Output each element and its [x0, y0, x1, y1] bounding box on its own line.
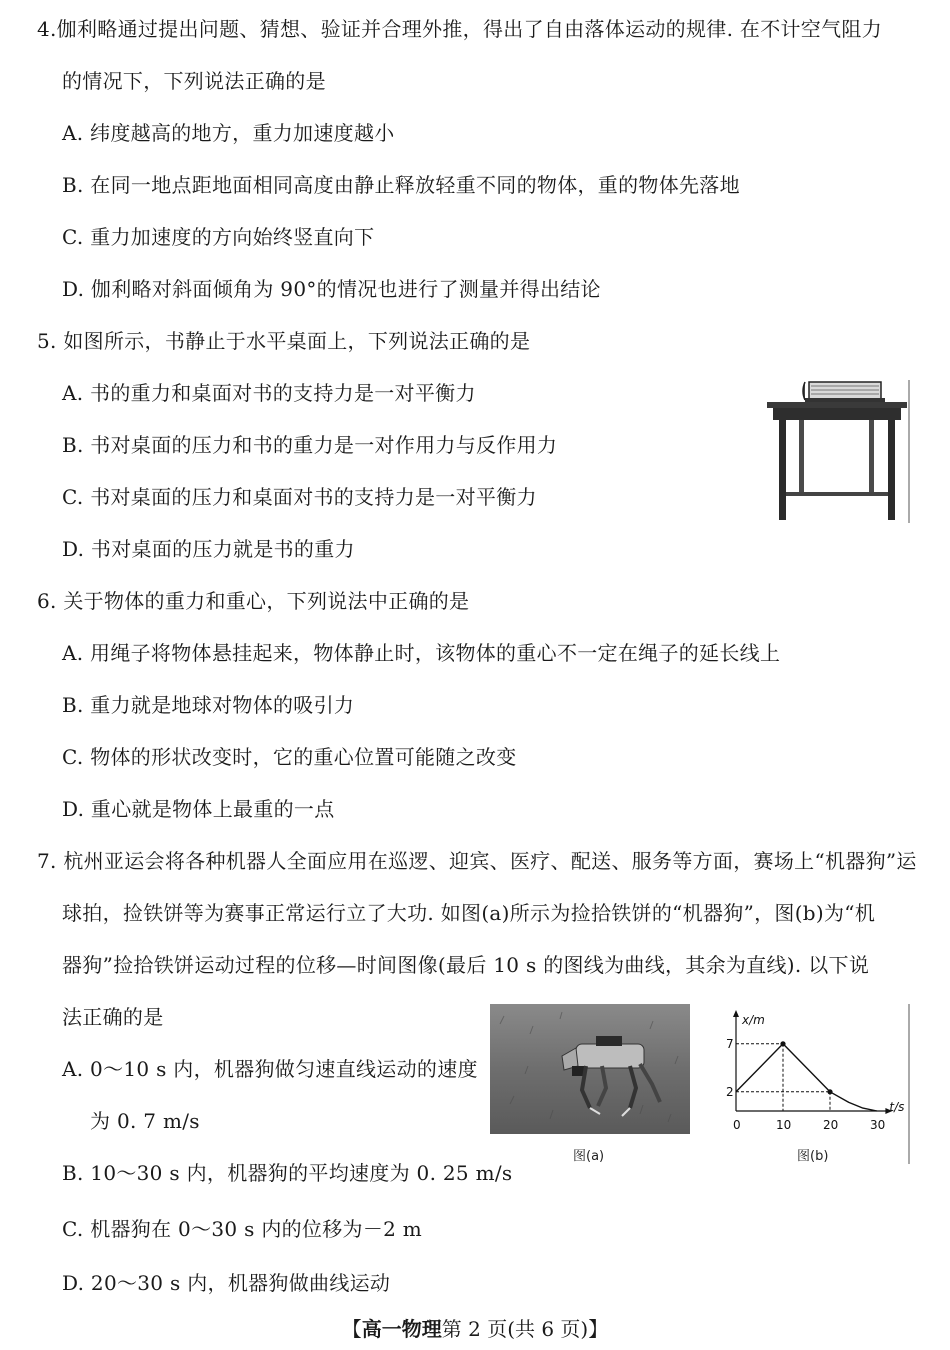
x-tick-label: 20: [823, 1118, 839, 1132]
book-shape: [803, 382, 885, 402]
q4-option-d: D. 伽利略对斜面倾角为 90°的情况也进行了测量并得出结论: [62, 277, 601, 301]
x-tick-label: 0: [733, 1118, 741, 1132]
book-on-table-figure: [765, 380, 910, 523]
y-axis-arrow: [733, 1010, 739, 1017]
q4-option-b: B. 在同一地点距地面相同高度由静止释放轻重不同的物体，重的物体先落地: [62, 173, 740, 197]
y-tick-label: 7: [726, 1036, 734, 1051]
q6-option-a: A. 用绳子将物体悬挂起来，物体静止时，该物体的重心不一定在绳子的延长线上: [62, 641, 781, 665]
q7-option-b: B. 10～30 s 内，机器狗的平均速度为 0. 25 m/s: [62, 1161, 513, 1185]
q7-option-d: D. 20～30 s 内，机器狗做曲线运动: [62, 1271, 391, 1295]
q6-stem: 6. 关于物体的重力和重心，下列说法中正确的是: [37, 589, 470, 613]
q7-stem-line3: 器狗”捡拾铁饼运动过程的位移—时间图像(最后 10 s 的图线为曲线，其余为直线). 以下说: [62, 953, 870, 977]
footer-bracket-open: 【: [341, 1317, 362, 1341]
q7-stem-line1: 7. 杭州亚运会将各种机器人全面应用在巡逻、迎宾、医疗、配送、服务等方面，赛场上“机器狗”运: [37, 849, 917, 873]
footer-subject: 高一物理: [361, 1317, 442, 1341]
q6-option-d: D. 重心就是物体上最重的一点: [62, 797, 335, 821]
series-segment-rise: [736, 1044, 783, 1092]
q6-option-b: B. 重力就是地球对物体的吸引力: [62, 693, 355, 717]
footer-bracket-close: 】: [588, 1317, 609, 1341]
q7-stem-line4: 法正确的是: [62, 1005, 164, 1029]
robot-dog-photo: [490, 1004, 690, 1134]
x-tick-label: 30: [870, 1118, 886, 1132]
x-axis-label: t/s: [889, 1100, 905, 1114]
q7-option-a-line1: A. 0～10 s 内，机器狗做匀速直线运动的速度: [62, 1057, 478, 1081]
q7-option-a-line2: 为 0. 7 m/s: [90, 1109, 200, 1133]
q5-option-b: B. 书对桌面的压力和书的重力是一对作用力与反作用力: [62, 433, 558, 457]
xt-graph: [712, 1004, 912, 1164]
figure-a-caption: 图(a): [573, 1149, 605, 1164]
data-point-mid: [827, 1089, 832, 1094]
q5-stem: 5. 如图所示，书静止于水平桌面上，下列说法正确的是: [37, 329, 531, 353]
q4-stem-line2: 的情况下，下列说法正确的是: [62, 69, 326, 93]
q5-option-a: A. 书的重力和桌面对书的支持力是一对平衡力: [62, 381, 476, 405]
q4-option-a: A. 纬度越高的地方，重力加速度越小: [62, 121, 395, 145]
q4-option-c: C. 重力加速度的方向始终竖直向下: [62, 225, 375, 249]
data-point-peak: [780, 1041, 785, 1046]
q6-option-c: C. 物体的形状改变时，它的重心位置可能随之改变: [62, 745, 517, 769]
q5-option-d: D. 书对桌面的压力就是书的重力: [62, 537, 355, 561]
series-segment-fall: [783, 1044, 830, 1092]
figure-b-caption: 图(b): [797, 1149, 829, 1164]
q4-stem-line1: 4.伽利略通过提出问题、猜想、验证并合理外推，得出了自由落体运动的规律. 在不计空气阻力: [37, 17, 882, 41]
series-curve: [830, 1092, 877, 1111]
y-tick-label: 2: [726, 1084, 734, 1099]
x-tick-label: 10: [776, 1118, 792, 1132]
y-axis-label: x/m: [742, 1013, 765, 1027]
q5-option-c: C. 书对桌面的压力和桌面对书的支持力是一对平衡力: [62, 485, 537, 509]
q7-stem-line2: 球拍，捡铁饼等为赛事正常运行立了大功. 如图(a)所示为捡拾铁饼的“机器狗”，图(b)为“机: [62, 901, 876, 925]
xt-graph-figure: [712, 1004, 912, 1164]
footer-page: 第 2 页(共 6 页): [441, 1317, 589, 1341]
q7-option-c: C. 机器狗在 0～30 s 内的位移为－2 m: [62, 1217, 423, 1241]
page-footer: [0, 1316, 950, 1342]
